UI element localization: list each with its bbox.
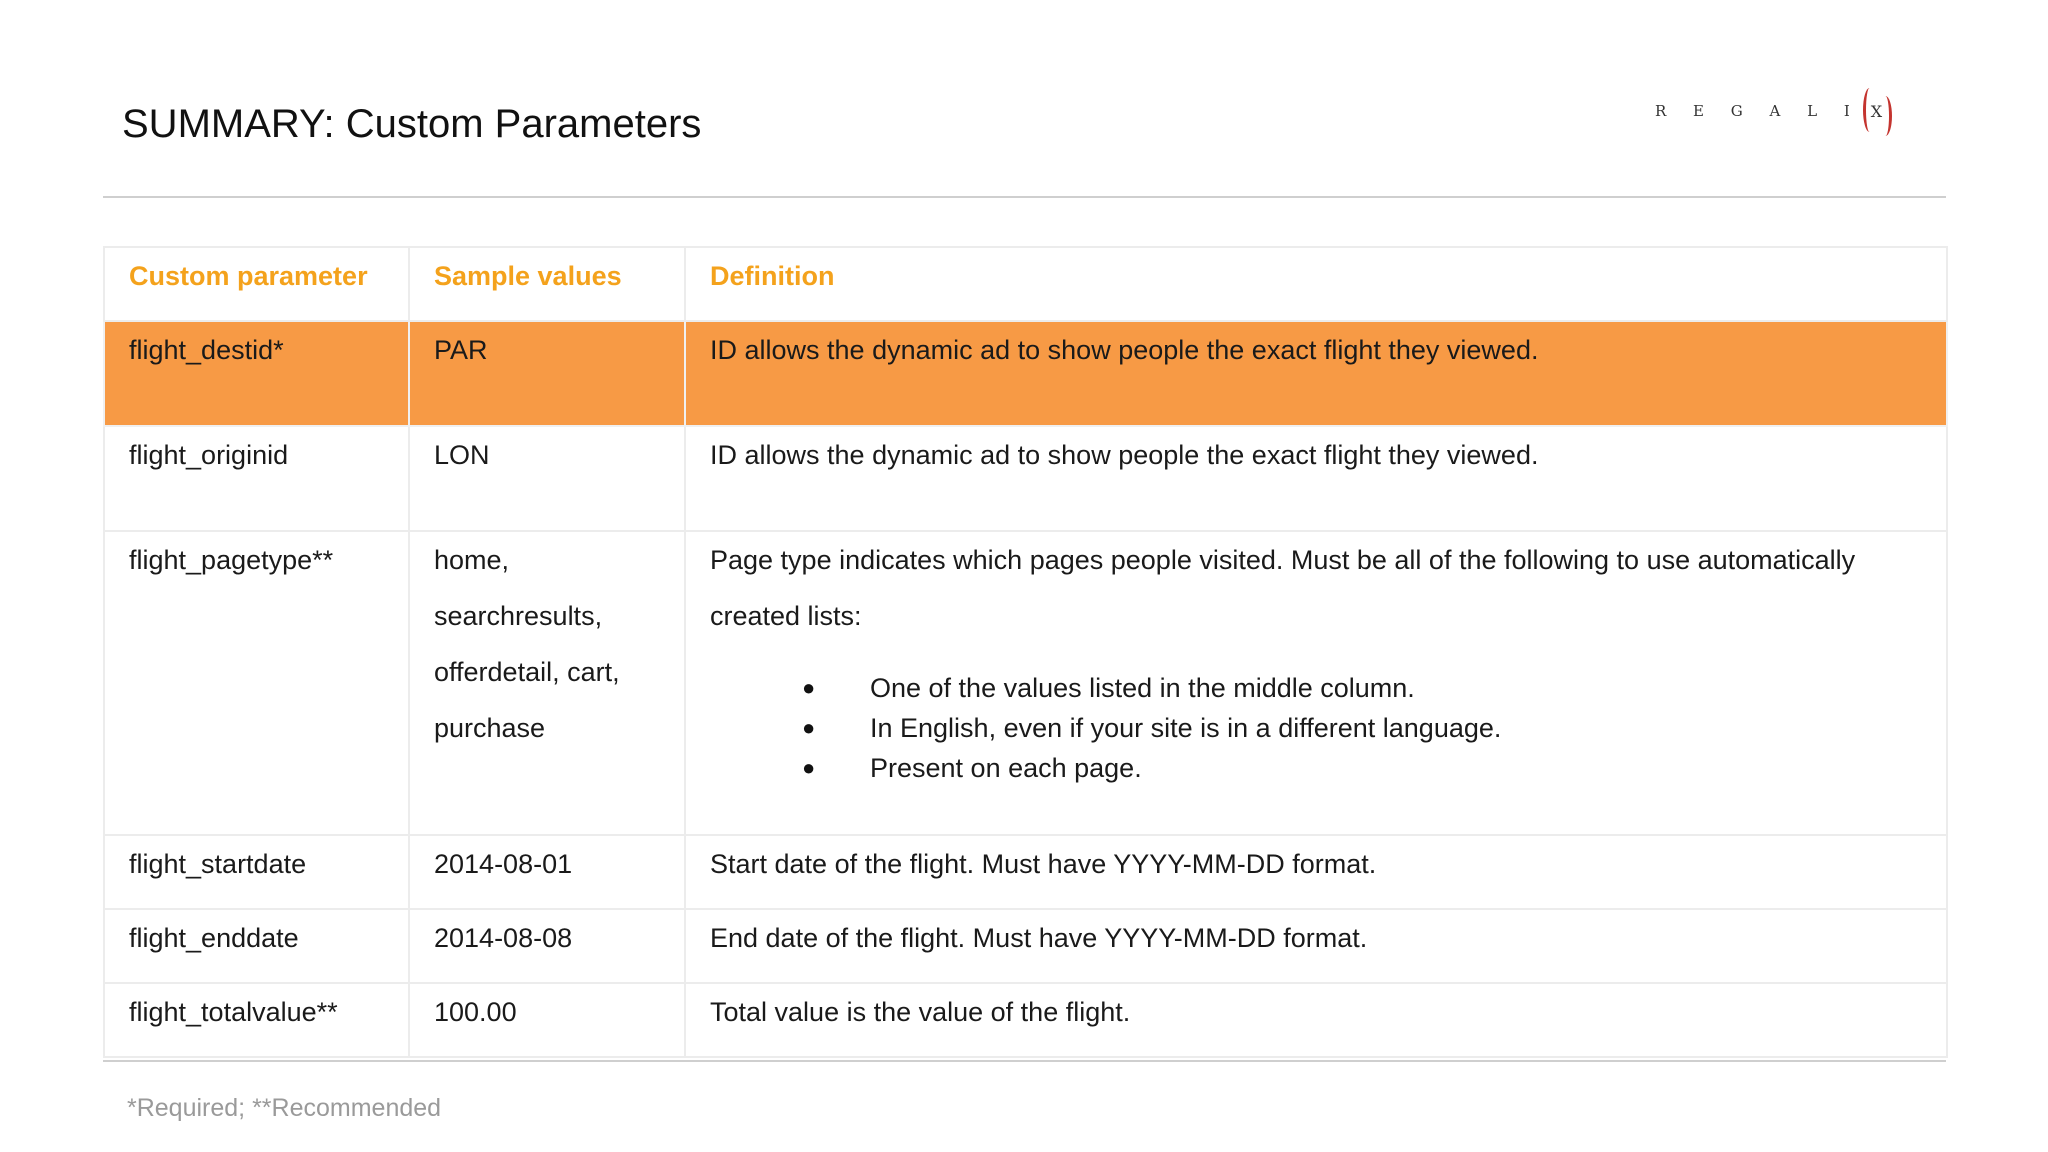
definition-text: Page type indicates which pages people visited. Must be all of the following to use automatically created lists: — [710, 545, 1856, 631]
param-cell: flight_pagetype** — [104, 531, 409, 835]
table-row — [104, 835, 1947, 909]
table-row — [104, 531, 1947, 835]
param-cell: flight_totalvalue** — [104, 983, 409, 1057]
header-definition: Definition — [685, 247, 1947, 321]
slide-title: SUMMARY: Custom Parameters — [122, 102, 702, 146]
sample-value-line: offerdetail, cart, — [434, 657, 620, 687]
definition-cell: Start date of the flight. Must have YYYY-MM-DD format. — [685, 835, 1947, 909]
table-row — [104, 426, 1947, 531]
bullet-item: ● Present on each page. — [870, 748, 1922, 788]
bullet-item: ● In English, even if your site is in a different language. — [870, 708, 1922, 748]
sample-value-line: purchase — [434, 713, 546, 743]
regalix-logo — [1655, 86, 1890, 136]
definition-bullet-list — [710, 668, 1922, 788]
param-cell: flight_originid — [104, 426, 409, 531]
sample-value-line: searchresults, — [434, 601, 603, 631]
footnote: *Required; **Recommended — [127, 1094, 442, 1122]
param-cell: flight_destid* — [104, 321, 409, 426]
sample-cell — [409, 531, 685, 835]
header-custom-parameter: Custom parameter — [104, 247, 409, 321]
table-row — [104, 983, 1947, 1057]
definition-cell: End date of the flight. Must have YYYY-MM-DD format. — [685, 909, 1947, 983]
param-cell: flight_enddate — [104, 909, 409, 983]
definition-cell — [685, 531, 1947, 835]
param-cell: flight_startdate — [104, 835, 409, 909]
sample-value-line: home, — [434, 545, 510, 575]
custom-parameters-table — [103, 246, 1948, 1058]
sample-cell: 2014-08-01 — [409, 835, 685, 909]
header-sample-values: Sample values — [409, 247, 685, 321]
logo-wordmark: R E G A L I — [1655, 102, 1861, 120]
top-divider — [103, 196, 1946, 198]
sample-cell: PAR — [409, 321, 685, 426]
sample-cell: 100.00 — [409, 983, 685, 1057]
sample-cell: 2014-08-08 — [409, 909, 685, 983]
table-header-row — [104, 247, 1947, 321]
logo-x-mark: X — [1863, 102, 1890, 121]
table-row — [104, 909, 1947, 983]
bottom-divider — [103, 1060, 1946, 1062]
sample-cell: LON — [409, 426, 685, 531]
definition-cell: Total value is the value of the flight. — [685, 983, 1947, 1057]
definition-cell: ID allows the dynamic ad to show people the exact flight they viewed. — [685, 426, 1947, 531]
bullet-item: ● One of the values listed in the middle column. — [870, 668, 1922, 708]
definition-cell: ID allows the dynamic ad to show people the exact flight they viewed. — [685, 321, 1947, 426]
table-row — [104, 321, 1947, 426]
